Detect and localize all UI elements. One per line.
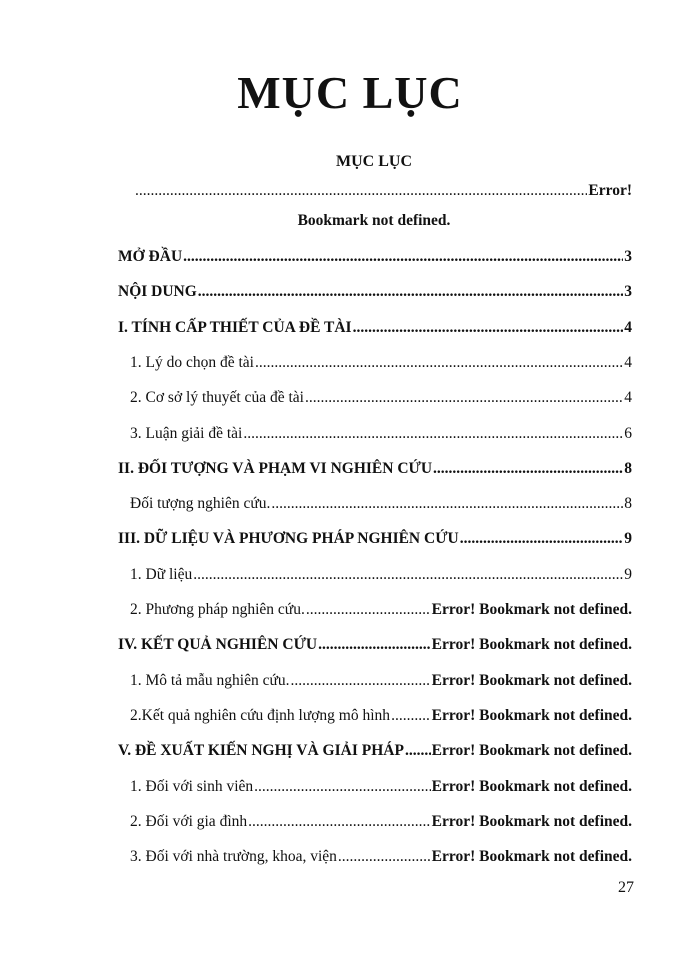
toc-entry-label: 1. Dữ liệu [130, 565, 193, 583]
dot-leader [353, 319, 624, 337]
dot-leader [183, 248, 623, 266]
toc-entry[interactable] [130, 495, 632, 515]
toc-entry-label: 3. Luận giải đề tài [130, 424, 243, 442]
toc-entry-label: Đối tượng nghiên cứu. [130, 495, 271, 513]
dot-leader [291, 672, 431, 690]
toc-entry-page: 8 [624, 495, 632, 513]
toc-entry-page: 3 [624, 248, 632, 265]
toc-entry-page: Error! Bookmark not defined. [431, 601, 632, 618]
toc-entry[interactable] [130, 813, 632, 833]
toc-entry-mucluc[interactable] [134, 182, 632, 202]
toc-entry-page: 4 [624, 389, 632, 407]
dot-leader [135, 182, 587, 200]
toc-entry-label: 2. Cơ sở lý thuyết của đề tài [130, 389, 304, 407]
toc-entry[interactable] [130, 389, 632, 409]
toc-entry[interactable] [118, 319, 632, 339]
dot-leader [306, 601, 431, 619]
toc-entry[interactable] [130, 848, 632, 868]
toc-entry-label: I. TÍNH CẤP THIẾT CỦA ĐỀ TÀI [118, 318, 352, 336]
toc-entry-page: 8 [624, 459, 632, 477]
toc-entry[interactable] [118, 460, 632, 480]
toc-entry[interactable] [118, 530, 632, 550]
toc-entry-page: Error! Bookmark not defined. [431, 671, 632, 689]
toc-entry-label: 3. Đối với nhà trường, khoa, viện [130, 848, 337, 866]
toc-entry-label: 1. Đối với sinh viên [130, 777, 254, 795]
toc-entry[interactable] [130, 566, 632, 586]
toc-entry-label: 1. Mô tả mẫu nghiên cứu. [130, 671, 290, 689]
toc-entry[interactable] [118, 283, 632, 303]
toc-entry-page: Error! Bookmark not defined. [431, 848, 632, 866]
toc-entry-page: 9 [624, 565, 632, 583]
toc-entry-page: 3 [624, 283, 632, 301]
toc-entry-page: Error! Bookmark not defined. [431, 812, 632, 830]
toc-entry-label: 1. Lý do chọn đề tài [130, 353, 254, 371]
toc-entry-page: Error! Bookmark not defined. [431, 636, 632, 654]
toc-entry-label: IV. KẾT QUẢ NGHIÊN CỨU [118, 636, 318, 654]
toc-page-ref: Error! [588, 182, 632, 199]
dot-leader [243, 425, 623, 443]
toc-entry-label: 2.Kết quả nghiên cứu định lượng mô hình [130, 706, 391, 724]
toc-entry-label: II. ĐỐI TƯỢNG VÀ PHẠM VI NGHIÊN CỨU [118, 459, 433, 477]
toc-entry[interactable] [130, 672, 632, 692]
toc-entry-label: 2. Phương pháp nghiên cứu. [130, 601, 305, 618]
toc-entry-label: NỘI DUNG [118, 283, 197, 301]
toc-entry[interactable] [130, 425, 632, 445]
toc-entry-page: Error! Bookmark not defined. [431, 777, 632, 795]
page-title: MỤC LỤC [237, 67, 463, 118]
dot-leader [255, 354, 623, 372]
toc-entry-page: Error! Bookmark not defined. [431, 742, 632, 760]
dot-leader [460, 530, 624, 548]
page-number: 27 [618, 879, 634, 896]
toc-entry[interactable] [130, 601, 632, 621]
dot-leader [248, 813, 431, 831]
toc-entry[interactable] [130, 354, 632, 374]
toc-entry-page: Error! Bookmark not defined. [431, 706, 632, 724]
dot-leader [193, 566, 623, 584]
toc-entry[interactable] [118, 742, 632, 762]
toc-entry-page: 4 [624, 318, 632, 336]
dot-leader [318, 636, 431, 654]
dot-leader [305, 389, 623, 407]
toc-entry-page: 9 [624, 530, 632, 548]
toc-entry-page: 4 [624, 353, 632, 371]
dot-leader [338, 848, 431, 866]
toc-entry-label: MỞ ĐẦU [118, 248, 183, 265]
dot-leader [433, 460, 623, 478]
dot-leader [405, 742, 431, 760]
toc-entry-label: 2. Đối với gia đình [130, 812, 248, 830]
toc-heading: MỤC LỤC [336, 153, 412, 170]
dot-leader [391, 707, 431, 725]
toc-entry[interactable] [130, 707, 632, 727]
dot-leader [254, 778, 430, 796]
toc-entry[interactable] [118, 248, 632, 268]
toc-page-ref-continuation: Bookmark not defined. [297, 212, 451, 229]
toc-entry-page: 6 [624, 424, 632, 442]
toc-entry[interactable] [130, 778, 632, 798]
toc-entry-label: V. ĐỀ XUẤT KIẾN NGHỊ VÀ GIẢI PHÁP [118, 742, 404, 760]
dot-leader [198, 283, 623, 301]
dot-leader [271, 495, 623, 513]
toc-entry-label: III. DỮ LIỆU VÀ PHƯƠNG PHÁP NGHIÊN CỨU [118, 530, 459, 548]
toc-entry[interactable] [118, 636, 632, 656]
